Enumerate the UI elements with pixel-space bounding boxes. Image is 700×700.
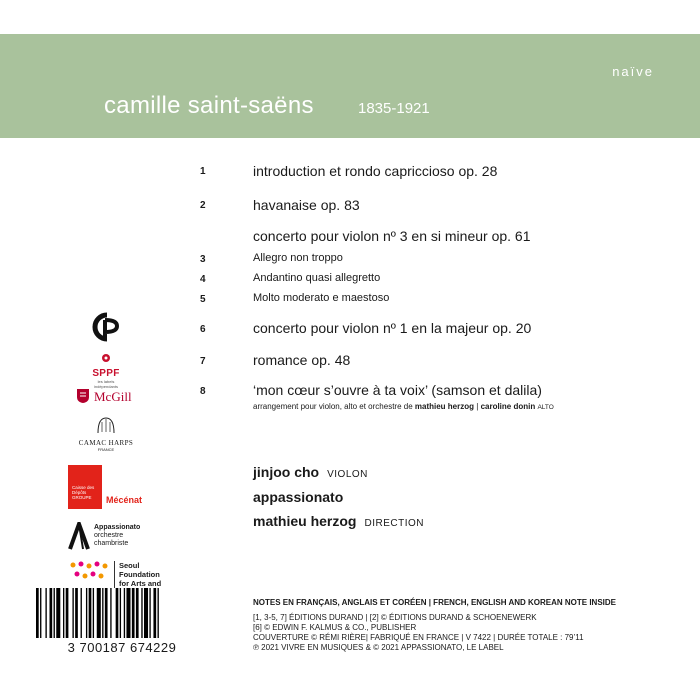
track-title: romance op. 48 [253,352,351,368]
track-title: ‘mon cœur s’ouvre à ta voix’ (samson et dalila) [253,382,542,398]
caisse-des-depots-logo: Caisse des Dépôts GROUPE [68,465,102,509]
credit-line: [6] © EDWIN F. KALMUS & CO., PUBLISHER [253,623,417,632]
barcode-bars [32,588,212,638]
performer: mathieu herzog DIRECTION [253,513,424,529]
barcode-number: 3 700187 674229 [67,640,177,655]
credits [253,598,616,653]
track-number: 4 [200,274,206,285]
top-margin [0,0,700,34]
barcode-bar [50,588,53,638]
track-title: concerto pour violon nº 1 en la majeur op. 20 [253,320,532,336]
track-title: Allegro non troppo [253,252,343,264]
track-number: 8 [200,386,206,397]
mcgill-logo: McGill [76,388,146,408]
camac-harps-logo: CAMAC HARPS FRANCE [74,416,138,456]
barcode-bar [136,588,139,638]
track-title: Andantino quasi allegretto [253,272,381,284]
barcode-bar [89,588,92,638]
barcode-bar [75,588,78,638]
notes-heading: NOTES EN FRANÇAIS, ANGLAIS ET CORÉEN | FRENCH, ENGLISH AND KOREAN NOTE INSIDE [253,598,616,607]
track-number: 3 [200,254,206,265]
performer: jinjoo cho VIOLON [253,464,368,480]
barcode-bar [66,588,69,638]
seoul-foundation-logo: Seoul Foundation for Arts and [68,560,178,584]
credit-line: [1, 3-5, 7] ÉDITIONS DURAND | [2] © ÉDITIONS DURAND & SCHOENEWERK [253,613,537,622]
barcode-bar [97,588,101,638]
barcode-bar [144,588,148,638]
barcode-bar [102,588,103,638]
barcode-bar [36,588,39,638]
track-number: 7 [200,356,206,367]
copyright-p-logo [90,312,124,342]
credit-line: COUVERTURE © RÉMI RIÈRE| FABRIQUÉ EN FRANCE | V 7422 | DURÉE TOTALE : 79’11 [253,633,584,642]
barcode-bar [120,588,121,638]
track-number: 6 [200,324,206,335]
barcode-bar [45,588,46,638]
barcode-bar [63,588,64,638]
track-title: introduction et rondo capriccioso op. 28 [253,163,498,179]
barcode-bar [86,588,87,638]
composer-name: camille saint-saëns [104,92,314,119]
barcode-bar [81,588,82,638]
mecenat-label: Mécénat [106,495,143,505]
barcode-bar [54,588,55,638]
barcode-bar [56,588,60,638]
barcode-bar [153,588,156,638]
arrangement-note: arrangement pour violon, alto et orchestre de mathieu herzog | caroline donin ALTO [253,402,554,411]
track-title: havanaise op. 83 [253,197,360,213]
sppf-logo: SPPF les labels indépendants [88,350,124,380]
credit-line: ℗ 2021 VIVRE EN MUSIQUES & © 2021 APPASSIONATO, LE LABEL [253,643,504,652]
work-title: concerto pour violon nº 3 en si mineur op. 61 [253,228,531,244]
track-number: 5 [200,294,206,305]
barcode-bar [116,588,119,638]
appassionato-logo: Appassionato orchestre chambriste [68,522,148,550]
composer-dates: 1835-1921 [358,100,430,117]
barcode-bar [124,588,125,638]
label-logo: naïve [612,64,654,79]
barcode-bar [132,588,135,638]
barcode-bar [93,588,94,638]
track-number: 1 [200,166,206,177]
barcode-bar [105,588,108,638]
performer: appassionato [253,489,344,505]
barcode-bar [149,588,150,638]
barcode-bar [40,588,41,638]
track-number: 2 [200,200,206,211]
barcode-bar [158,588,159,638]
barcode-bar [72,588,73,638]
barcode-bar [141,588,142,638]
track-title: Molto moderato e maestoso [253,292,390,304]
header-band [0,34,700,138]
barcode-bar [110,588,111,638]
barcode-bar [126,588,130,638]
